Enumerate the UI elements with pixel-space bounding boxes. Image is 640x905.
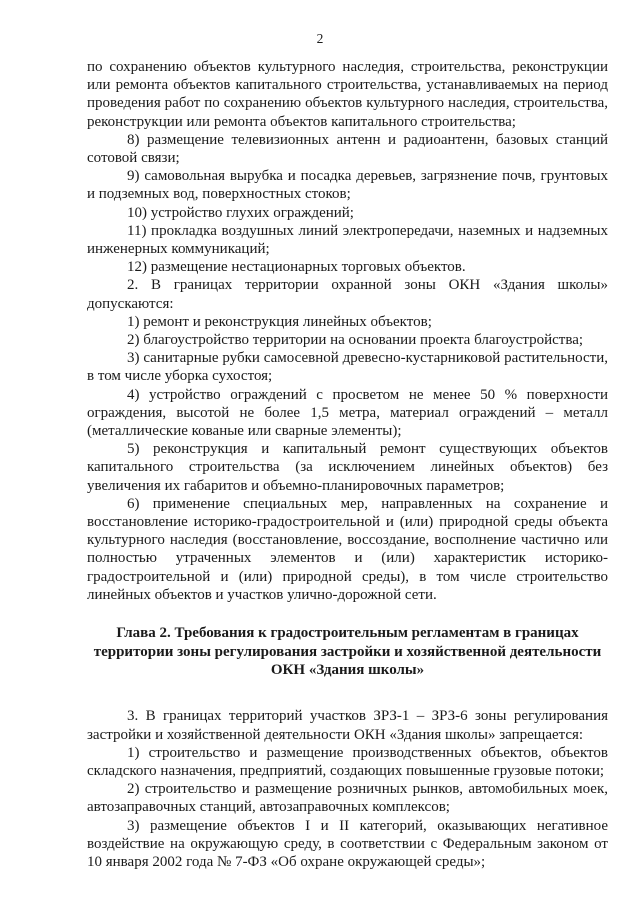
section-zrz-regulation <box>87 707 608 871</box>
paragraph: 5) реконструкция и капитальный ремонт существующих объектов капитального строительства (за исключением линейных объектов) без увеличения их габаритов и объемно-планировочных параметров; <box>87 441 608 494</box>
paragraph: 3) размещение объектов I и II категорий, оказывающих негативное воздействие на окружающую среду, в соответствии с Федеральным законом от 10 января 2002 года № 7-ФЗ «Об охране окружающей среды»; <box>87 817 608 870</box>
paragraph: 8) размещение телевизионных антенн и радиоантенн, базовых станций сотовой связи; <box>87 131 608 167</box>
paragraph: 2) благоустройство территории на основании проекта благоустройства; <box>127 332 584 349</box>
document-body <box>87 58 608 871</box>
paragraph: 9) самовольная вырубка и посадка деревьев, загрязнение почв, грунтовых и подземных вод, поверхностных стоков; <box>87 168 608 203</box>
paragraph: по сохранению объектов культурного наследия, строительства, реконструкции или ремонта объектов капитального строительства, устанавливаемых на период проведения работ по сохранению объектов культурного наследия, строительства, реконструкции или ремонта объектов капитального строительства; <box>87 59 608 130</box>
paragraph: 1) ремонт и реконструкция линейных объектов; <box>127 313 432 330</box>
paragraph: 2. В границах территории охранной зоны ОКН «Здания школы» допускаются: <box>87 277 608 312</box>
paragraph: 11) прокладка воздушных линий электропередачи, наземных и надземных инженерных коммуникаций; <box>87 222 608 258</box>
paragraph: 4) устройство ограждений с просветом не менее 50 % поверхности ограждения, высотой не более 1,5 метра, материал ограждений – металл (металлические кованые или сварные элементы); <box>87 386 608 440</box>
paragraph: 2) строительство и размещение розничных рынков, автомобильных моек, автозаправочных станций, автозаправочных комплексов; <box>87 781 608 816</box>
section-okn-security-zone <box>87 58 608 604</box>
paragraph: 3) санитарные рубки самосевной древесно-кустарниковой растительности, в том числе уборка сухостоя; <box>87 350 608 385</box>
paragraph: 1) строительство и размещение производственных объектов, объектов складского назначения, предприятий, создающих повышенные грузовые потоки; <box>87 744 608 779</box>
paragraph: 12) размещение нестационарных торговых объектов. <box>127 259 466 276</box>
paragraph: 3. В границах территорий участков ЗРЗ-1 – ЗРЗ-6 зоны регулирования застройки и хозяйственной деятельности ОКН «Здания школы» запрещается: <box>87 708 608 743</box>
page-number: 2 <box>316 31 324 46</box>
paragraph: 6) применение специальных мер, направленных на сохранение и восстановление историко-градостроительной и (или) природной среды объекта культурного наследия (восстановление, воссоздание, восполнение частично или полностью утраченных элементов и (или) характеристик историко-градостроительной и (или) природной среды), в том числе строительство линейных объектов и участков улично-дорожной сети. <box>87 495 608 603</box>
chapter-heading: Глава 2. Требования к градостроительным регламентам в границах территории зоны регулирования застройки и хозяйственной деятельности ОКН «Здания школы» <box>93 625 602 678</box>
paragraph: 10) устройство глухих ограждений; <box>127 204 354 221</box>
